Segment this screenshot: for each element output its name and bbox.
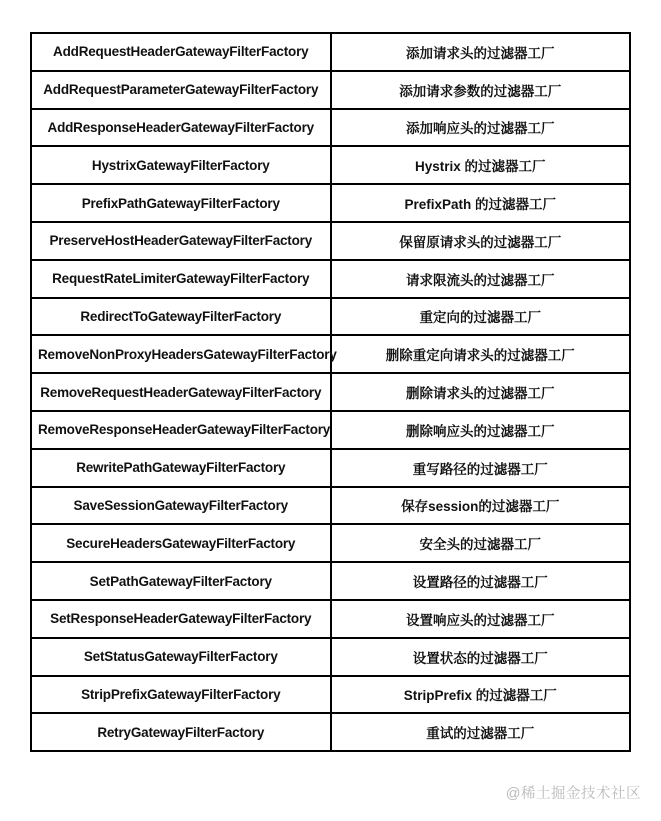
table-row <box>31 676 630 714</box>
factory-description-cell: 删除重定向请求头的过滤器工厂 <box>331 335 631 373</box>
table-row <box>31 411 630 449</box>
factory-description-cell: 删除响应头的过滤器工厂 <box>331 411 631 449</box>
table-row <box>31 449 630 487</box>
factory-description-cell: 设置路径的过滤器工厂 <box>331 562 631 600</box>
table-row <box>31 298 630 336</box>
factory-name-cell: SetStatusGatewayFilterFactory <box>31 638 331 676</box>
factory-name-cell: RetryGatewayFilterFactory <box>31 713 331 751</box>
filter-factory-table <box>30 32 631 752</box>
factory-name-cell: RemoveRequestHeaderGatewayFilterFactory <box>31 373 331 411</box>
table-row <box>31 146 630 184</box>
factory-name-cell: AddRequestHeaderGatewayFilterFactory <box>31 33 331 71</box>
table-row <box>31 373 630 411</box>
table-row <box>31 109 630 147</box>
factory-description-cell: 重写路径的过滤器工厂 <box>331 449 631 487</box>
table-row <box>31 524 630 562</box>
table-row <box>31 487 630 525</box>
factory-name-cell: AddRequestParameterGatewayFilterFactory <box>31 71 331 109</box>
factory-name-cell: SaveSessionGatewayFilterFactory <box>31 487 331 525</box>
filter-factory-table-body <box>31 33 630 751</box>
factory-description-cell: PrefixPath 的过滤器工厂 <box>331 184 631 222</box>
factory-name-cell: RequestRateLimiterGatewayFilterFactory <box>31 260 331 298</box>
table-row <box>31 222 630 260</box>
factory-description-cell: 添加响应头的过滤器工厂 <box>331 109 631 147</box>
factory-description-cell: 添加请求参数的过滤器工厂 <box>331 71 631 109</box>
factory-name-cell: SecureHeadersGatewayFilterFactory <box>31 524 331 562</box>
factory-description-cell: 重定向的过滤器工厂 <box>331 298 631 336</box>
factory-name-cell: RewritePathGatewayFilterFactory <box>31 449 331 487</box>
factory-description-cell: Hystrix 的过滤器工厂 <box>331 146 631 184</box>
factory-description-cell: StripPrefix 的过滤器工厂 <box>331 676 631 714</box>
factory-name-cell: SetPathGatewayFilterFactory <box>31 562 331 600</box>
table-row <box>31 335 630 373</box>
factory-description-cell: 添加请求头的过滤器工厂 <box>331 33 631 71</box>
factory-name-cell: StripPrefixGatewayFilterFactory <box>31 676 331 714</box>
factory-description-cell: 保留原请求头的过滤器工厂 <box>331 222 631 260</box>
table-row <box>31 71 630 109</box>
factory-name-cell: PrefixPathGatewayFilterFactory <box>31 184 331 222</box>
table-row <box>31 600 630 638</box>
table-row <box>31 638 630 676</box>
factory-description-cell: 请求限流头的过滤器工厂 <box>331 260 631 298</box>
factory-name-cell: AddResponseHeaderGatewayFilterFactory <box>31 109 331 147</box>
table-row <box>31 260 630 298</box>
factory-description-cell: 设置响应头的过滤器工厂 <box>331 600 631 638</box>
table-row <box>31 562 630 600</box>
factory-description-cell: 安全头的过滤器工厂 <box>331 524 631 562</box>
factory-name-cell: RemoveNonProxyHeadersGatewayFilterFactory <box>31 335 331 373</box>
factory-name-cell: RemoveResponseHeaderGatewayFilterFactory <box>31 411 331 449</box>
factory-description-cell: 删除请求头的过滤器工厂 <box>331 373 631 411</box>
table-row <box>31 713 630 751</box>
table-row <box>31 33 630 71</box>
factory-description-cell: 保存session的过滤器工厂 <box>331 487 631 525</box>
watermark: @稀土掘金技术社区 <box>505 786 641 802</box>
factory-description-cell: 重试的过滤器工厂 <box>331 713 631 751</box>
factory-name-cell: HystrixGatewayFilterFactory <box>31 146 331 184</box>
factory-name-cell: SetResponseHeaderGatewayFilterFactory <box>31 600 331 638</box>
factory-name-cell: RedirectToGatewayFilterFactory <box>31 298 331 336</box>
table-row <box>31 184 630 222</box>
filter-factory-table-container <box>30 32 631 752</box>
factory-description-cell: 设置状态的过滤器工厂 <box>331 638 631 676</box>
factory-name-cell: PreserveHostHeaderGatewayFilterFactory <box>31 222 331 260</box>
